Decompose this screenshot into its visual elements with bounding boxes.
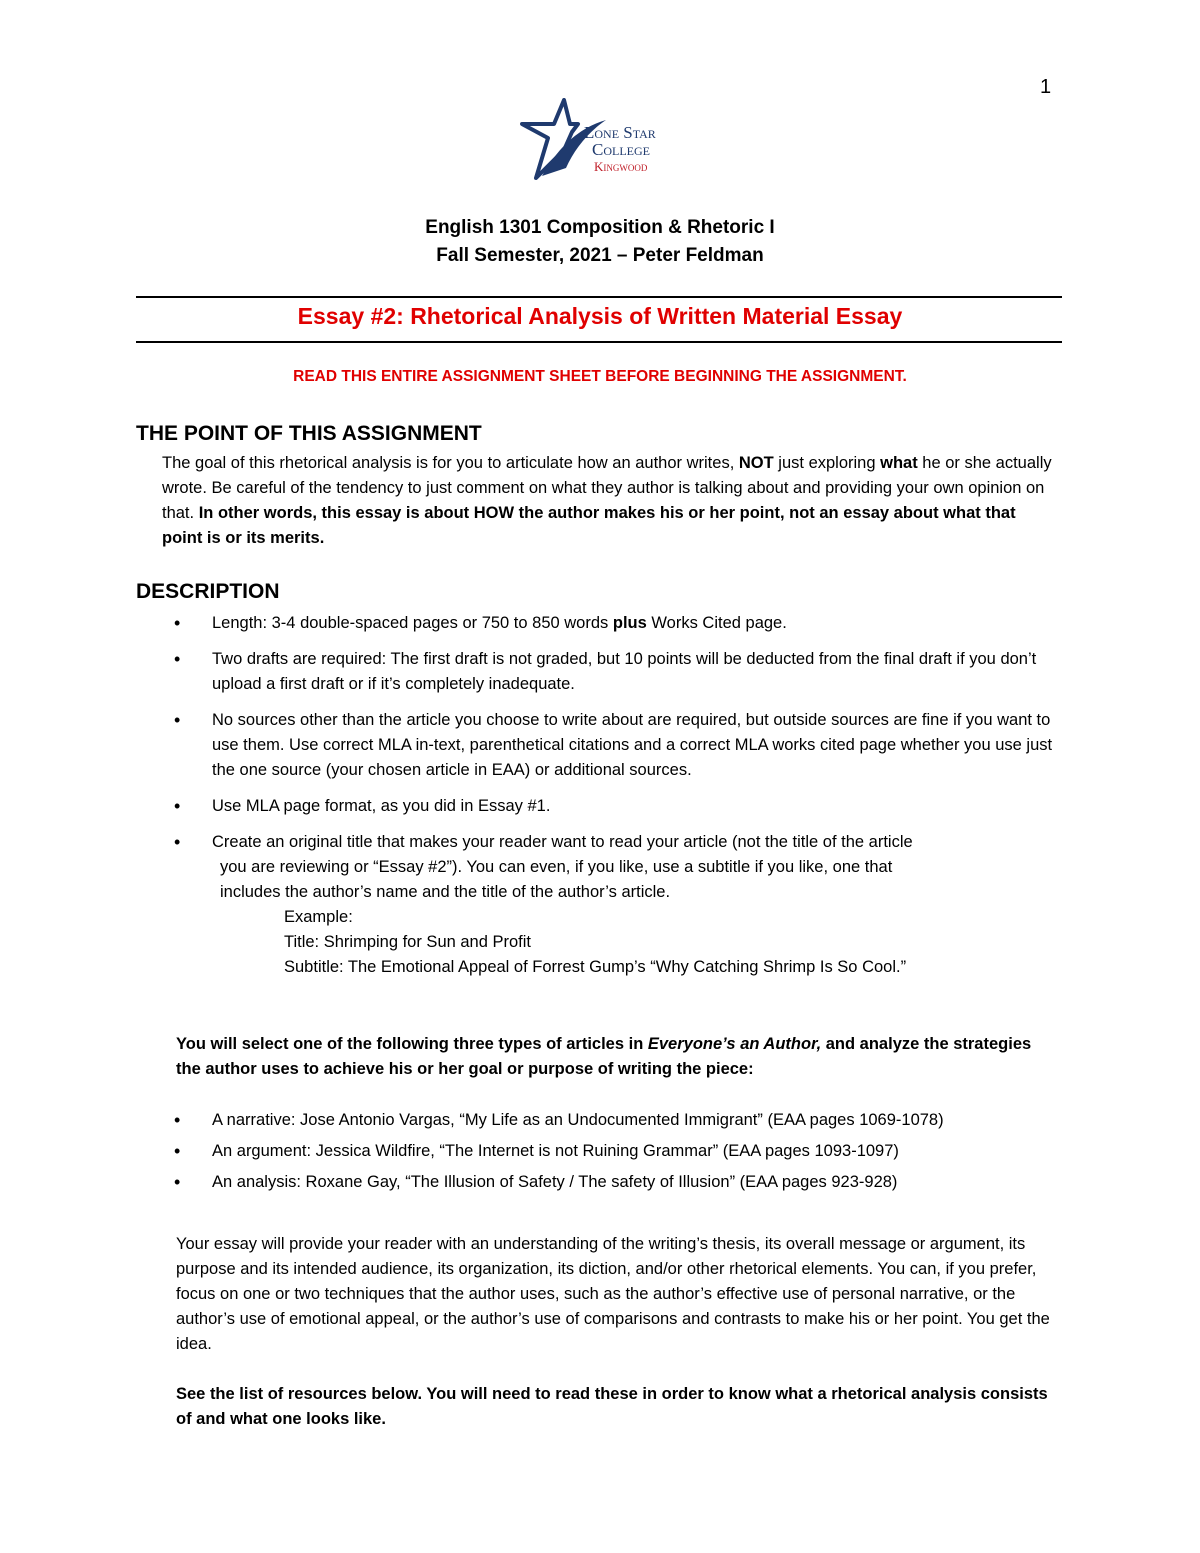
top-rule bbox=[136, 296, 1062, 298]
example-label: Example: bbox=[284, 908, 353, 926]
list-item: • Two drafts are required: The first draft is not graded, but 10 points will be deducted from the final draft if you don’t upload a first draft or if it’s completely inadequate. bbox=[168, 647, 1058, 697]
essay-title: Essay #2: Rhetorical Analysis of Written Material Essay bbox=[297, 303, 903, 329]
list-item: • Create an original title that makes your reader want to read your article (not the title of the article you are reviewing or “Essay #2”). You can even, if you like, use a subtitle if you like, one that includes the author’s name and the title of the author’s article. Example: Title: Shrimping for Sun and Profit Subtitle: The Emotional Appeal of Forrest Gump’s “Why Catching Shrimp Is So Cool.” bbox=[168, 830, 1058, 980]
course-header bbox=[0, 214, 1200, 270]
description-list bbox=[168, 611, 1058, 991]
list-item: • A narrative: Jose Antonio Vargas, “My Life as an Undocumented Immigrant” (EAA pages 1069-1078) bbox=[168, 1108, 1058, 1133]
essay-paragraph: Your essay will provide your reader with an understanding of the writing’s thesis, its overall message or argument, its purpose and its intended audience, its organization, its diction, and/or other rhetorical elements. You can, if you prefer, focus on one or two techniques that the author uses, such as the author’s effective use of personal narrative, or the author’s use of emotional appeal, or the author’s use of comparisons and contrasts to make his or her point. You get the idea. bbox=[176, 1235, 1050, 1353]
warning-notice: READ THIS ENTIRE ASSIGNMENT SHEET BEFORE BEGINNING THE ASSIGNMENT. bbox=[293, 368, 907, 385]
list-item: • Use MLA page format, as you did in Essay #1. bbox=[168, 794, 1058, 819]
college-logo bbox=[518, 98, 678, 184]
example-subtitle: Subtitle: The Emotional Appeal of Forrest Gump’s “Why Catching Shrimp Is So Cool.” bbox=[284, 958, 907, 976]
example-title: Title: Shrimping for Sun and Profit bbox=[284, 933, 532, 951]
select-paragraph: You will select one of the following three types of articles in Everyone’s an Author, and analyze the strategies the author uses to achieve his or her goal or purpose of writing the piece: bbox=[176, 1035, 1032, 1078]
logo-line1: Lone Star bbox=[584, 123, 656, 142]
list-item: • No sources other than the article you choose to write about are required, but outside sources are fine if you want to use them. Use correct MLA in-text, parenthetical citations and a correct MLA works cited page whether you use just the one source (your chosen article in EAA) or additional sources. bbox=[168, 708, 1058, 783]
course-semester: Fall Semester, 2021 – Peter Feldman bbox=[436, 245, 764, 266]
resources-paragraph: See the list of resources below. You will need to read these in order to know what a rhetorical analysis consists of and what one looks like. bbox=[176, 1385, 1048, 1428]
article-list bbox=[168, 1108, 1058, 1201]
page-number: 1 bbox=[1040, 76, 1052, 98]
list-item: • Length: 3-4 double-spaced pages or 750 to 850 words plus Works Cited page. bbox=[168, 611, 1058, 636]
list-item: • An argument: Jessica Wildfire, “The Internet is not Ruining Grammar” (EAA pages 1093-1097) bbox=[168, 1139, 1058, 1164]
list-item: • An analysis: Roxane Gay, “The Illusion of Safety / The safety of Illusion” (EAA pages 923-928) bbox=[168, 1170, 1058, 1195]
logo-line2: College bbox=[592, 140, 650, 159]
course-title: English 1301 Composition & Rhetoric I bbox=[425, 217, 775, 238]
point-paragraph: The goal of this rhetorical analysis is for you to articulate how an author writes, NOT just exploring what he or she actually wrote. Be careful of the tendency to just comment on what they author is talking about and providing your own opinion on that. In other words, this essay is about HOW the author makes his or her point, not an essay about what that point is or its merits. bbox=[162, 454, 1052, 547]
description-heading: DESCRIPTION bbox=[136, 580, 280, 603]
bottom-rule bbox=[136, 341, 1062, 343]
logo-line3: Kingwood bbox=[594, 159, 648, 174]
point-heading: THE POINT OF THIS ASSIGNMENT bbox=[136, 422, 482, 445]
